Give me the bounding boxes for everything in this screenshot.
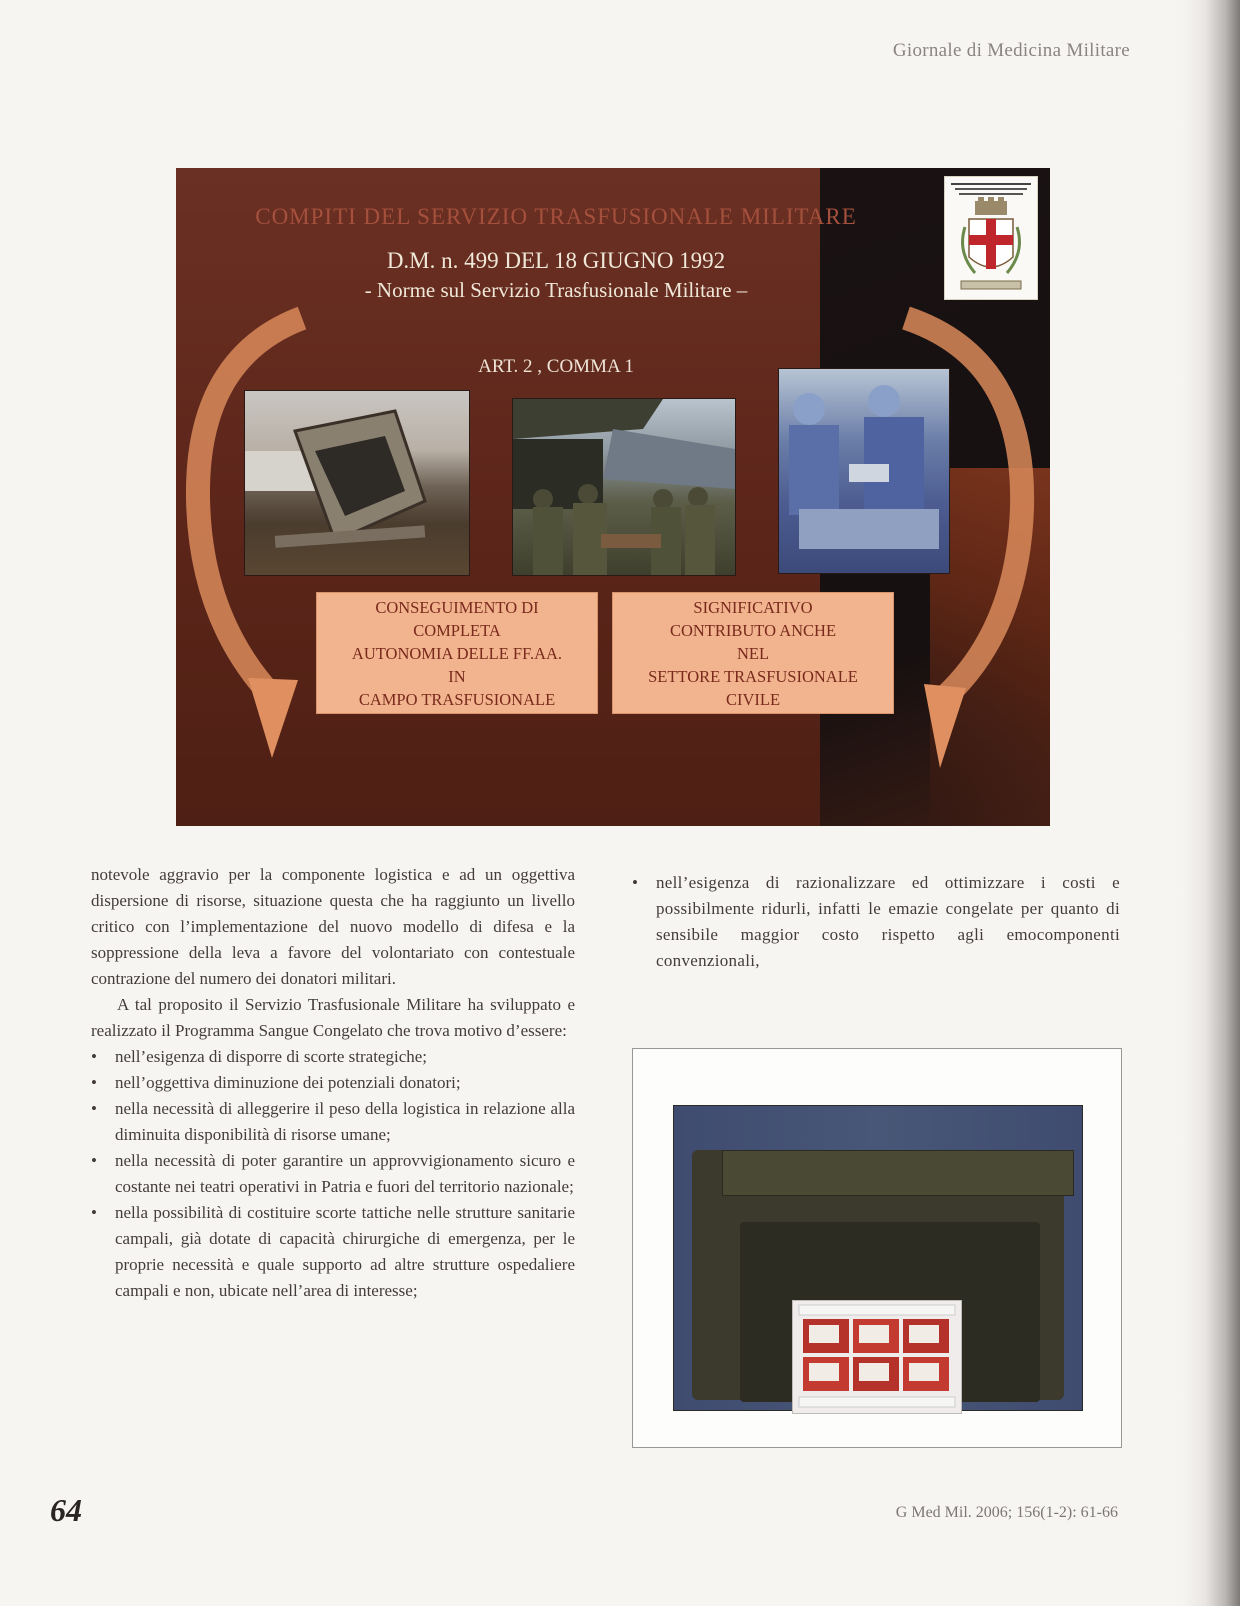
figure-frozen-blood-cooler (632, 1048, 1122, 1448)
box-left-line: AUTONOMIA DELLE FF.AA. (351, 643, 563, 663)
box-right-line: NEL (736, 643, 770, 663)
box-right-line: CIVILE (725, 689, 781, 709)
photo-helicopter-soldiers (512, 398, 736, 576)
photo-cooler (673, 1105, 1083, 1411)
list-item (91, 1044, 575, 1070)
body-right-column (632, 870, 1120, 974)
page-spine-shadow (1182, 0, 1240, 1606)
list-item (91, 1070, 575, 1096)
journal-header: Giornale di Medicina Militare (892, 40, 1130, 61)
box-left-line: CAMPO TRASFUSIONALE (358, 689, 556, 709)
box-left-line: COMPLETA (413, 620, 501, 640)
cooler-box (692, 1150, 1064, 1400)
bullet-icon: • (91, 1073, 97, 1092)
list-item-text: nell’esigenza di razionalizzare ed ottimizzare i costi e possibilmente ridurli, infatti le emazie congelate per quanto di sensibile maggior costo rispetto agli emocomponenti convenzionali, (656, 873, 1120, 970)
bullet-icon: • (91, 1151, 97, 1170)
box-right-line: SIGNIFICATIVO (693, 597, 813, 617)
photo-train-wreck (244, 390, 470, 576)
list-item-text: nell’esigenza di disporre di scorte strategiche; (115, 1047, 428, 1066)
slide-title: COMPITI DEL SERVIZIO TRASFUSIONALE MILITARE (255, 204, 857, 229)
body-paragraph: A tal proposito il Servizio Trasfusionale Militare ha sviluppato e realizzato il Programma Sangue Congelato che trova motivo d’essere: (91, 995, 575, 1040)
slide-decree: D.M. n. 499 DEL 18 GIUGNO 1992 (386, 248, 726, 273)
list-item-text: nella necessità di alleggerire il peso della logistica in relazione alla diminuita disponibilità di risorse umane; (115, 1099, 575, 1144)
blood-bag-tray (792, 1300, 962, 1414)
body-left-column (91, 862, 575, 1304)
bullet-icon: • (91, 1047, 97, 1066)
cooler-lid (722, 1150, 1074, 1196)
box-military-autonomy (316, 592, 598, 714)
journal-citation: G Med Mil. 2006; 156(1-2): 61-66 (895, 1504, 1118, 1521)
slide-figure (176, 168, 1050, 826)
bullet-icon: • (91, 1099, 97, 1118)
box-civil-contribution (612, 592, 894, 714)
list-item (91, 1200, 575, 1304)
list-item (632, 870, 1120, 974)
list-item-text: nell’oggettiva diminuzione dei potenziali donatori; (115, 1073, 461, 1092)
list-item-text: nella possibilità di costituire scorte tattiche nelle strutture sanitarie campali, già dotate di capacità chirurgiche di emergenza, per le proprie necessità e quale supporto ad altre strutture ospedaliere campali e non, ubicate nell’area di interesse; (115, 1203, 575, 1300)
bullet-list (91, 1044, 575, 1304)
box-left-line: IN (448, 666, 466, 686)
box-right-line: SETTORE TRASFUSIONALE (648, 666, 858, 686)
box-right-line: CONTRIBUTO ANCHE (669, 620, 837, 640)
photo-surgery (778, 368, 950, 574)
slide-article: ART. 2 , COMMA 1 (478, 356, 634, 377)
list-item-text: nella necessità di poter garantire un approvvigionamento sicuro e costante nei teatri operativi in Patria e fuori del territorio nazionale; (115, 1151, 575, 1196)
body-paragraph: notevole aggravio per la componente logistica e ad un oggettiva dispersione di risorse, situazione questa che ha raggiunto un livello critico con l’implementazione del nuovo modello di difesa e la soppressione della leva a favore del volontariato con contestuale contrazione del numero dei donatori militari. (91, 865, 575, 988)
list-item (91, 1148, 575, 1200)
list-item (91, 1096, 575, 1148)
page-number: 64 (50, 1492, 82, 1528)
slide-subtitle: - Norme sul Servizio Trasfusionale Militare – (364, 278, 748, 302)
box-left-line: CONSEGUIMENTO DI (375, 597, 539, 617)
bullet-icon: • (91, 1203, 97, 1222)
bullet-icon: • (632, 873, 638, 892)
